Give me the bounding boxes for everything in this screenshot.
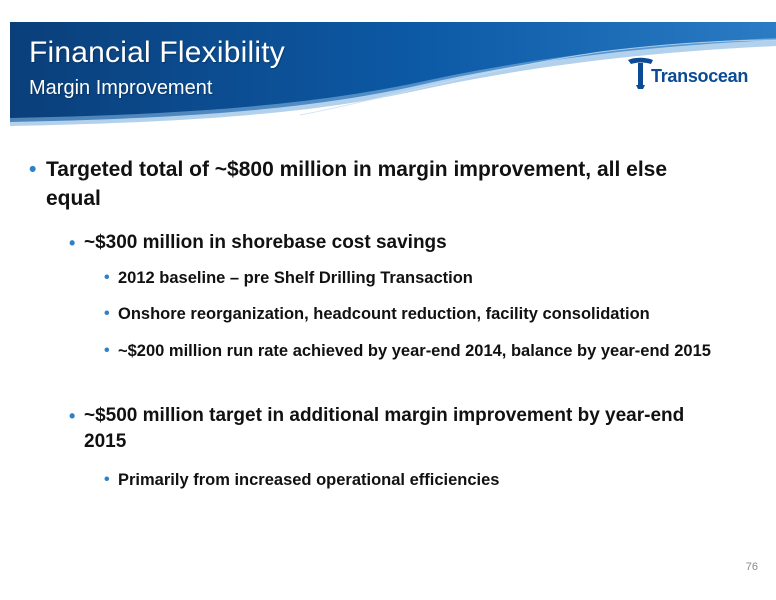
bullet-level2	[69, 230, 714, 256]
bullet-level3	[104, 340, 728, 362]
bullet-text: Targeted total of ~$800 million in margin improvement, all else equal	[46, 158, 668, 210]
bullet-text: ~$500 million target in additional margin improvement by year-end 2015	[84, 405, 685, 452]
bullet-dot-icon: •	[104, 305, 110, 322]
bullet-dot-icon: •	[104, 342, 110, 359]
slide-title: Financial Flexibility	[29, 36, 285, 69]
slide-header	[0, 0, 776, 130]
bullet-text: Primarily from increased operational efficiencies	[118, 471, 500, 489]
company-logo	[626, 56, 766, 92]
bullet-level3	[104, 303, 728, 325]
page-number: 76	[745, 561, 758, 573]
bullet-level3	[104, 469, 728, 491]
bullet-text: ~$200 million run rate achieved by year-end 2014, balance by year-end 2015	[118, 342, 711, 360]
bullet-dot-icon: •	[29, 158, 37, 181]
bullet-level3	[104, 267, 728, 289]
bullet-dot-icon: •	[69, 233, 76, 253]
bullet-level1	[29, 155, 726, 213]
bullet-dot-icon: •	[104, 471, 110, 488]
bullet-dot-icon: •	[69, 406, 76, 426]
slide-subtitle: Margin Improvement	[29, 77, 213, 99]
logo-wordmark: Transocean	[651, 66, 749, 86]
bullet-text: ~$300 million in shorebase cost savings	[84, 232, 447, 253]
bullet-text: 2012 baseline – pre Shelf Drilling Transaction	[118, 269, 473, 287]
bullet-text: Onshore reorganization, headcount reduction, facility consolidation	[118, 305, 650, 323]
bullet-dot-icon: •	[104, 269, 110, 286]
bullet-level2	[69, 403, 714, 455]
